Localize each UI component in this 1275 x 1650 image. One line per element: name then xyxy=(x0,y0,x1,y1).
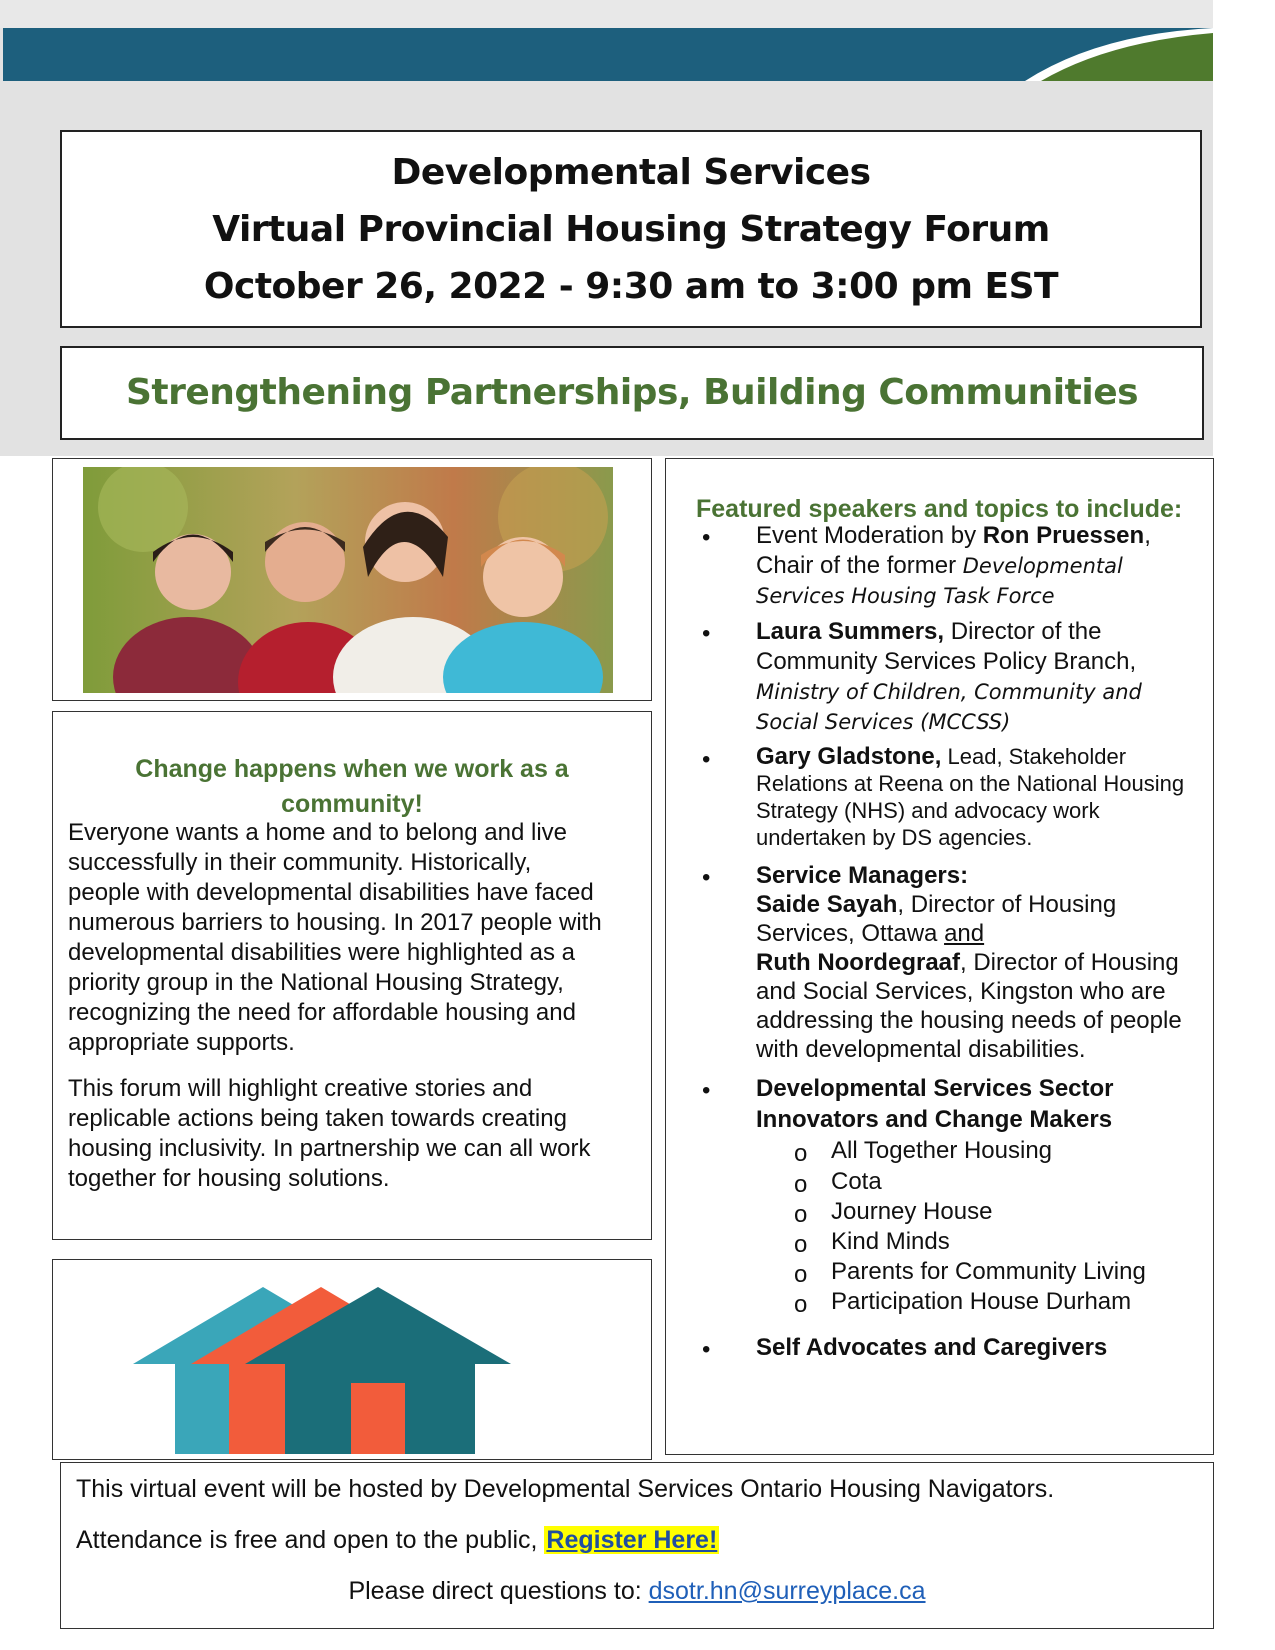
bullet-icon: • xyxy=(702,524,711,551)
speaker-laura-summers: Laura Summers, Director of the Community Services Policy Branch, Ministry of Children, Community and Social Services (MCCSS) xyxy=(756,618,1142,734)
title-line-2: Virtual Provincial Housing Strategy Forum xyxy=(212,209,1050,250)
community-box xyxy=(52,711,652,1240)
footer-box xyxy=(60,1462,1214,1629)
header-banner xyxy=(3,28,1213,81)
group-photo xyxy=(83,467,613,693)
title-line-3: October 26, 2022 - 9:30 am to 3:00 pm EST xyxy=(203,266,1059,307)
questions-text: Please direct questions to: dsotr.hn@surreyplace.ca xyxy=(348,1577,926,1605)
sub-bullet-icon: o xyxy=(794,1231,808,1258)
title-line-1: Developmental Services xyxy=(391,152,871,193)
community-paragraph-2: This forum will highlight creative stories and replicable actions being taken towards creating housing inclusivity. In partnership we can all work together for housing solutions. xyxy=(68,1075,591,1192)
innovator-item: Cota xyxy=(831,1168,882,1195)
community-paragraph-1: Everyone wants a home and to belong and live successfully in their community. Historically, people with developmental disabilities have faced numerous barriers to housing. In 2017 people with developmental disabilities were highlighted as a priority group in the National Housing Strategy, recognizing the need for affordable housing and appropriate supports. xyxy=(68,819,602,1056)
house-logo-box xyxy=(52,1259,652,1460)
header-top-strip xyxy=(0,0,1213,28)
self-advocates: Self Advocates and Caregivers xyxy=(756,1334,1108,1361)
speakers-box xyxy=(665,458,1214,1455)
speaker-ron-pruessen: Event Moderation by Ron Pruessen, Chair of the former Developmental Services Housing Task Force xyxy=(756,522,1151,608)
bullet-icon: • xyxy=(702,1336,711,1363)
innovator-item: Participation House Durham xyxy=(831,1288,1132,1315)
speakers-heading: Featured speakers and topics to include: xyxy=(696,495,1183,523)
sub-bullet-icon: o xyxy=(794,1291,808,1318)
photo-box xyxy=(52,458,652,701)
innovator-item: Journey House xyxy=(831,1198,993,1225)
title-box xyxy=(60,130,1202,328)
speaker-gary-gladstone: Gary Gladstone, Lead, Stakeholder Relations at Reena on the National Housing Strategy (NHS) and advocacy work undertaken by DS agencies. xyxy=(756,743,1185,850)
innovator-item: All Together Housing xyxy=(831,1137,1053,1164)
attendance-text: Attendance is free and open to the public, Register Here! xyxy=(76,1526,718,1554)
sub-bullet-icon: o xyxy=(794,1140,808,1167)
sub-bullet-icon: o xyxy=(794,1201,808,1228)
email-link[interactable]: dsotr.hn@surreyplace.ca xyxy=(648,1577,926,1605)
sector-innovators: Developmental Services Sector Innovators and Change Makers xyxy=(756,1075,1114,1133)
sub-bullet-icon: o xyxy=(794,1171,808,1198)
bullet-icon: • xyxy=(702,746,711,773)
house-logo-icon xyxy=(53,1260,653,1461)
innovator-item: Parents for Community Living xyxy=(831,1258,1146,1285)
sub-bullet-icon: o xyxy=(794,1261,808,1288)
innovator-item: Kind Minds xyxy=(831,1228,950,1255)
bullet-icon: • xyxy=(702,1077,711,1104)
bullet-icon: • xyxy=(702,864,711,891)
bullet-icon: • xyxy=(702,620,711,647)
community-heading: Change happens when we work as a community! xyxy=(135,755,569,818)
tagline: Strengthening Partnerships, Building Communities xyxy=(125,372,1139,413)
service-managers: Service Managers: Saide Sayah, Director of Housing Services, Ottawa and Ruth Noordegraaf, Director of Housing and Social Services, Kingston who are addressing the housing needs of people with developmental disabilities. xyxy=(756,862,1182,1063)
register-link[interactable]: Register Here! xyxy=(546,1526,718,1554)
host-text: This virtual event will be hosted by Developmental Services Ontario Housing Navigators. xyxy=(76,1475,1055,1503)
banner-swoosh-icon xyxy=(1013,28,1213,81)
tagline-box xyxy=(60,346,1204,440)
